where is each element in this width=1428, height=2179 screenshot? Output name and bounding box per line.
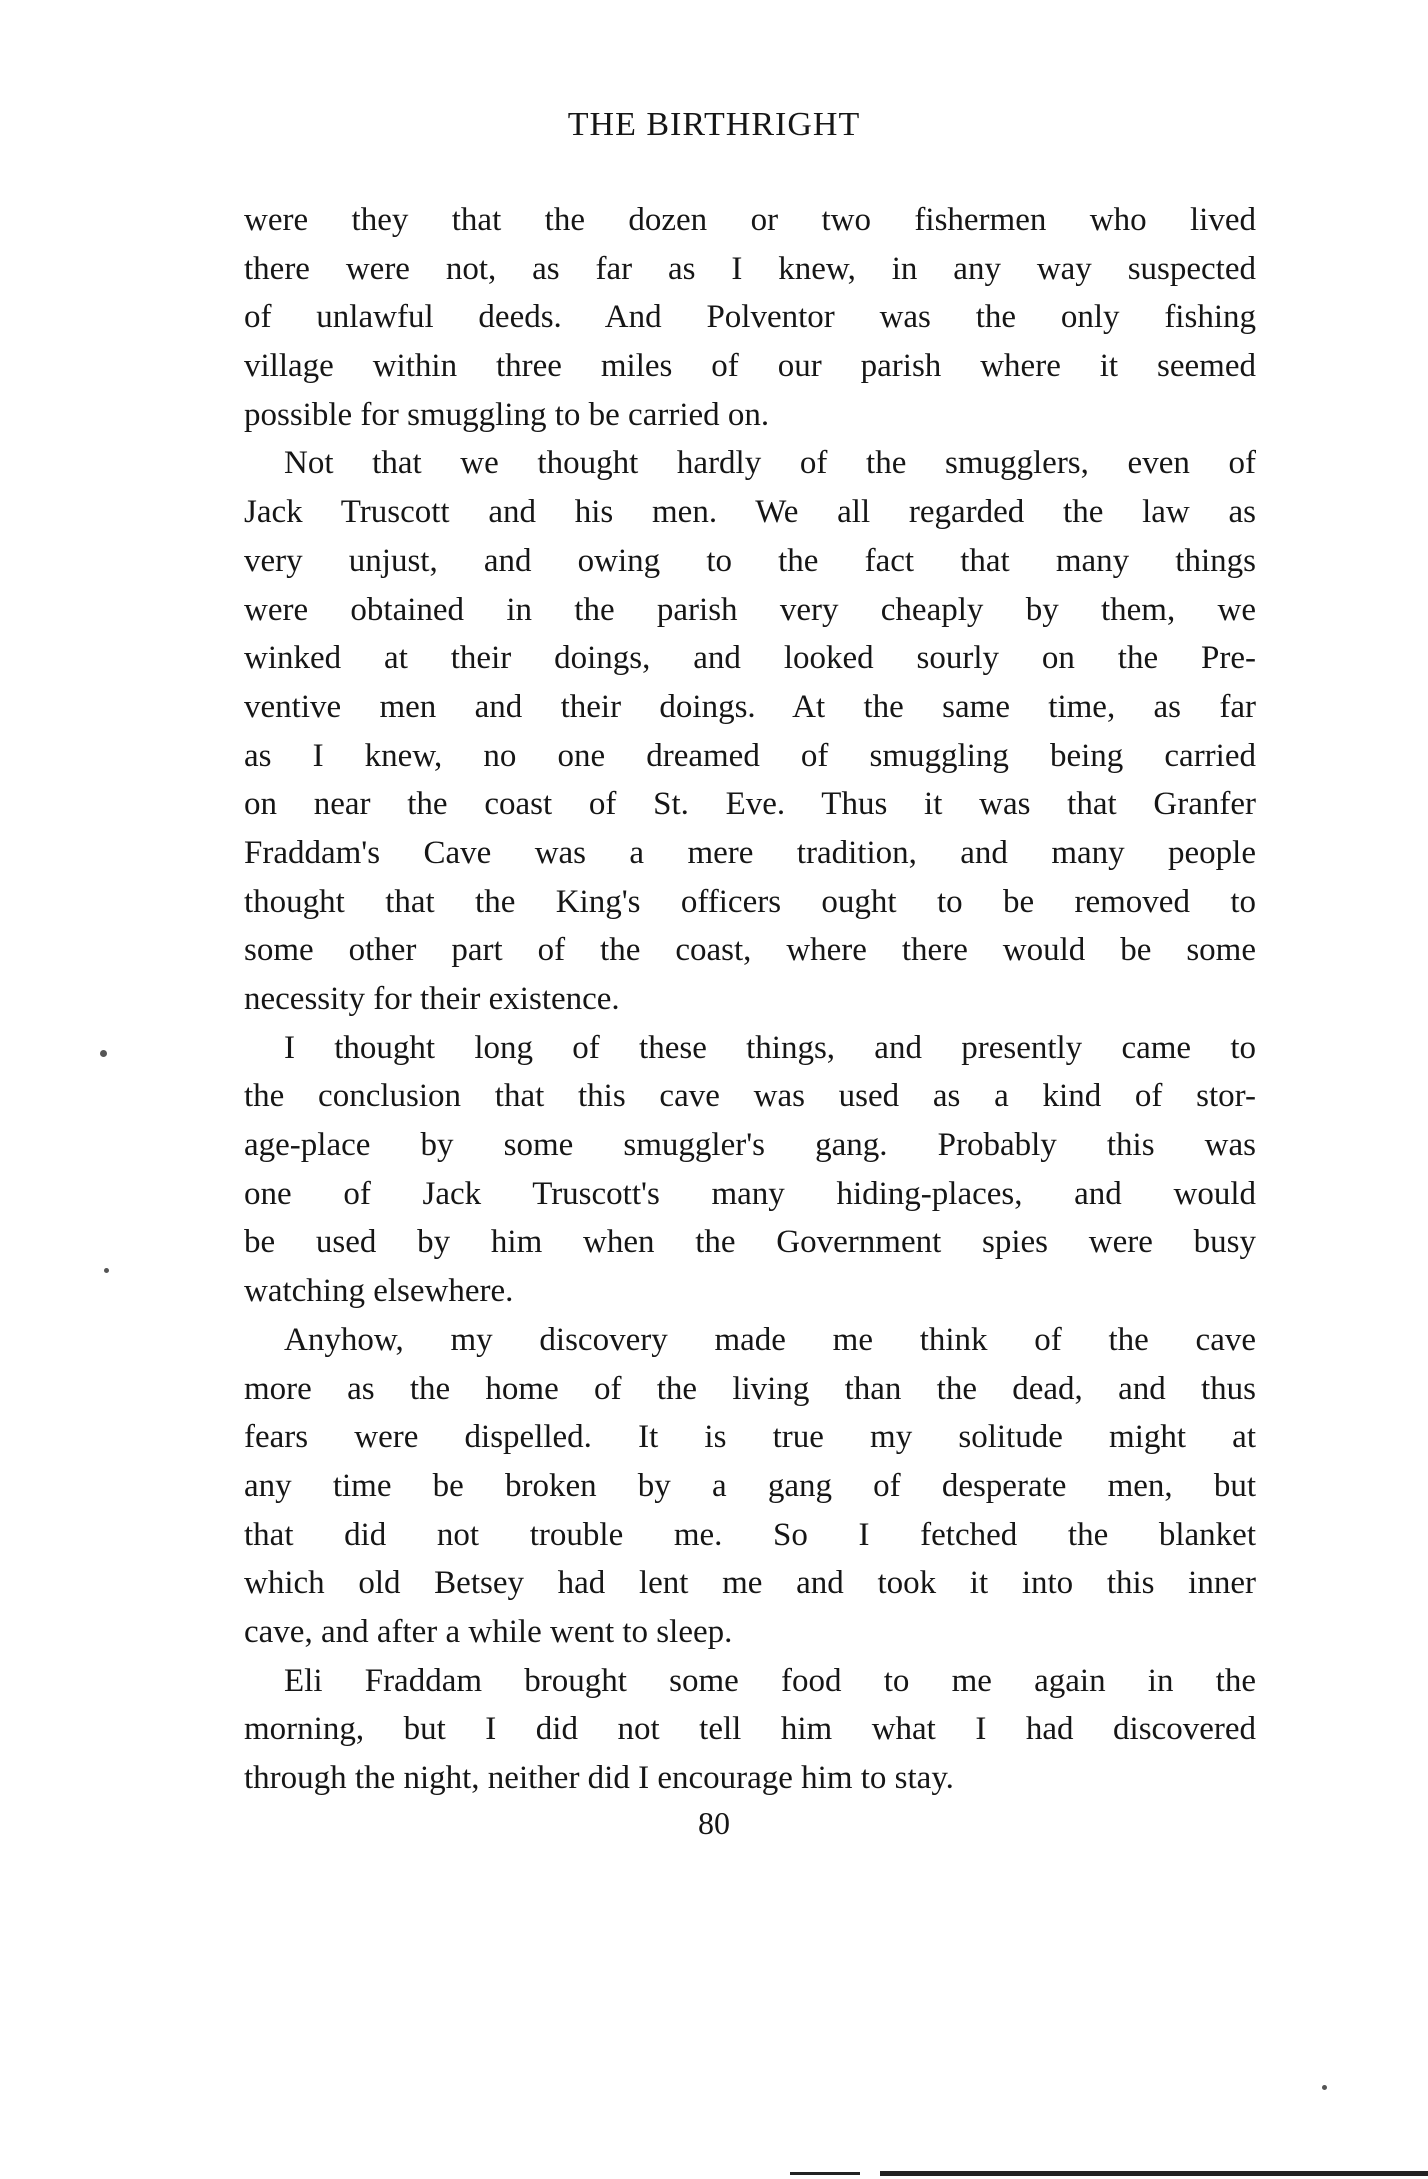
scan-speck <box>1322 2085 1327 2090</box>
text-line: were they that the dozen or two fishermen who lived <box>244 202 1256 238</box>
text-line: possible for smuggling to be carried on. <box>244 396 770 433</box>
paragraph <box>244 1024 1256 1316</box>
scan-edge-mark <box>880 2171 1428 2176</box>
text-line: through the night, neither did I encourage him to stay. <box>244 1760 954 1796</box>
text-line: watching elsewhere. <box>244 1273 514 1310</box>
text-line: village within three miles of our parish where it seemed <box>244 348 1256 385</box>
scan-edge-mark <box>790 2172 860 2175</box>
text-line: that did not trouble me. So I fetched the blanket <box>244 1516 1256 1553</box>
text-line: I thought long of these things, and presently came to <box>284 1029 1256 1066</box>
text-line: Fraddam's Cave was a mere tradition, and many people <box>244 834 1256 871</box>
text-line: on near the coast of St. Eve. Thus it was that Granfer <box>244 786 1256 823</box>
text-line: there were not, as far as I knew, in any way suspected <box>244 250 1256 287</box>
text-line: the conclusion that this cave was used as a kind of stor- <box>244 1078 1256 1115</box>
text-line: Eli Fraddam brought some food to me again in the <box>284 1662 1256 1699</box>
text-line: necessity for their existence. <box>244 981 620 1017</box>
paragraph <box>244 1657 1256 1803</box>
text-line: cave, and after a while went to sleep. <box>244 1613 733 1650</box>
text-line: which old Betsey had lent me and took it into this inner <box>244 1565 1256 1602</box>
text-line: very unjust, and owing to the fact that many things <box>244 542 1256 579</box>
text-line: ventive men and their doings. At the same time, as far <box>244 688 1256 725</box>
text-line: Anyhow, my discovery made me think of the cave <box>284 1321 1256 1358</box>
text-line: of unlawful deeds. And Polventor was the only fishing <box>244 299 1256 336</box>
text-line: some other part of the coast, where there would be some <box>244 932 1256 969</box>
scan-speck <box>100 1050 107 1057</box>
text-line: as I knew, no one dreamed of smuggling being carried <box>244 737 1256 774</box>
scan-speck <box>104 1268 109 1273</box>
text-line: Not that we thought hardly of the smugglers, even of <box>284 445 1256 482</box>
text-line: any time be broken by a gang of desperate men, but <box>244 1467 1256 1504</box>
text-line: be used by him when the Government spies were busy <box>244 1224 1256 1261</box>
page-number: 80 <box>698 1805 730 1841</box>
running-head: THE BIRTHRIGHT <box>567 106 861 143</box>
paragraph <box>244 439 1256 1023</box>
text-line: were obtained in the parish very cheaply by them, we <box>244 591 1256 628</box>
text-line: more as the home of the living than the dead, and thus <box>244 1370 1256 1407</box>
text-line: one of Jack Truscott's many hiding-places, and would <box>244 1175 1256 1212</box>
text-line: thought that the King's officers ought to be removed to <box>244 883 1256 920</box>
page-body <box>244 196 1256 1803</box>
text-line: winked at their doings, and looked sourly on the Pre- <box>244 640 1256 677</box>
text-line: Jack Truscott and his men. We all regarded the law as <box>244 494 1256 531</box>
text-line: fears were dispelled. It is true my solitude might at <box>244 1419 1256 1456</box>
paragraph <box>244 1316 1256 1657</box>
text-line: morning, but I did not tell him what I had discovered <box>244 1711 1256 1748</box>
paragraph <box>244 196 1256 439</box>
text-line: age-place by some smuggler's gang. Probably this was <box>244 1127 1256 1164</box>
